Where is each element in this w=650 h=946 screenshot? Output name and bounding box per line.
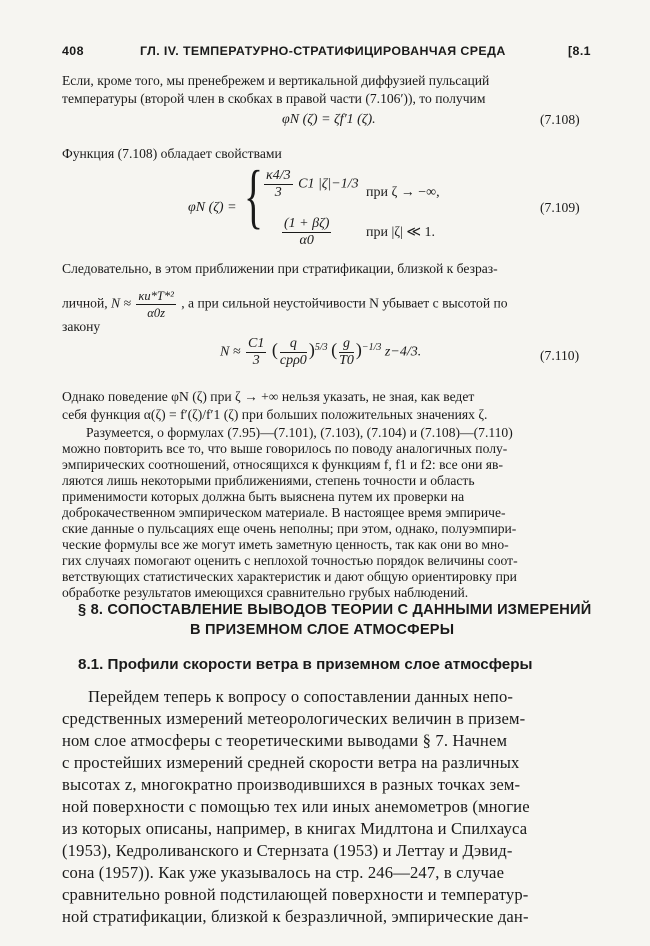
equation-7108: φN (ζ) = ζf′1 (ζ). — [282, 112, 376, 127]
para-main-line-10: сравнительно ровной подстилающей поверхности и температур- — [62, 885, 529, 904]
intro-line-1: Если, кроме того, мы пренебрежем и вертикальной диффузией пульсаций — [62, 73, 490, 88]
eq7110-g-numerator: g — [339, 336, 354, 353]
para-sled-line-2 — [62, 288, 598, 321]
para-main-line-7: из которых описаны, например, в книгах Мидлтона и Спилхауса — [62, 819, 528, 838]
para-razum-line-7: ские данные о пульсациях еще очень неполны; при этом, однако, полуэмпири- — [62, 521, 517, 536]
case1-fraction-numerator: κ4/3 — [266, 168, 291, 183]
eq7110-exponent-1: 5/3 — [314, 342, 328, 354]
para-main-line-8: (1953), Кедроливанского и Стернзата (1953) и Леттау и Дэвид- — [62, 841, 513, 860]
case2-fraction-denominator: α0 — [299, 233, 314, 248]
section-8-title-line-1: § 8. СОПОСТАВЛЕНИЕ ВЫВОДОВ ТЕОРИИ С ДАННЫМИ ИЗМЕРЕНИЙ — [78, 602, 592, 618]
case1-rest: C1 |ζ|−1/3 — [298, 176, 359, 192]
equation-7109-lhs: φN (ζ) = — [188, 200, 237, 215]
inline-fraction-denominator: α0z — [147, 306, 165, 320]
intro-line-2: температуры (второй член в скобках в правой части (7.106′)), то получим — [62, 91, 486, 106]
eq7110-c-denominator: 3 — [252, 353, 260, 368]
eq7110-q-numerator: q — [280, 336, 307, 353]
equation-number-7109: (7.109) — [540, 200, 580, 215]
para-sled-line-3: закону — [62, 319, 101, 334]
section-ref: [8.1 — [568, 44, 591, 58]
equation-7109-case2 — [280, 216, 333, 249]
function-properties-text: Функция (7.108) обладает свойствами — [62, 146, 282, 161]
para-razum-line-5: применимости которых должна быть выяснена путем их проверки на — [62, 489, 465, 504]
equation-number-7108: (7.108) — [540, 112, 580, 127]
para-razum-line-2: можно повторить все то, что выше говорилось по поводу аналогичных полу- — [62, 441, 508, 456]
eq7110-exponent-2: −1/3 — [361, 342, 382, 354]
para-main-line-1: Перейдем теперь к вопросу о сопоставлении данных непо- — [88, 687, 514, 706]
para-odnako-line-2: себя функция α(ζ) = f′(ζ)/f′1 (ζ) при больших положительных значениях ζ. — [62, 407, 488, 422]
case1-fraction-denominator: 3 — [274, 185, 282, 200]
chapter-title: ГЛ. IV. ТЕМПЕРАТУРНО-СТРАТИФИЦИРОВАНЧАЯ СРЕДА — [140, 44, 506, 58]
para-odnako-line-1: Однако поведение φN (ζ) при ζ → +∞ нельзя указать, не зная, как ведет — [62, 389, 475, 404]
para-sled-text-a: личной, — [62, 295, 108, 311]
para-sled-text-b: , а при сильной неустойчивости N убывает с высотой по — [181, 295, 508, 311]
para-main-line-6: ной поверхности с помощью тех или иных анемометров (многие — [62, 797, 530, 816]
eq7110-lhs: N ≈ — [220, 344, 241, 360]
subsection-8-1-title: 8.1. Профили скорости ветра в приземном слое атмосферы — [78, 656, 533, 673]
para-main-line-3: ном слое атмосферы с теоретическими выводами § 7. Начнем — [62, 731, 508, 750]
equation-7109-case2-condition: при |ζ| ≪ 1. — [366, 225, 436, 240]
para-main-line-11: ной стратификации, близкой к безразличной, эмпирические дан- — [62, 907, 529, 926]
eq7110-z-power: z−4/3. — [384, 344, 422, 360]
equation-7109-case1-condition: при ζ → −∞, — [366, 185, 440, 200]
eq7110-q-denominator: cpρ0 — [279, 353, 307, 368]
para-razum-line-11: обработке результатов имеющихся сравнительно грубых наблюдений. — [62, 585, 469, 600]
page-number: 408 — [62, 44, 84, 58]
para-razum-line-9: гих случаях помогают оценить с неплохой точностью порядок величины соот- — [62, 553, 518, 568]
equation-7109-case1 — [262, 168, 359, 201]
case2-fraction-numerator: (1 + βζ) — [284, 216, 330, 231]
eq7110-c-numerator: C1 — [248, 336, 265, 351]
section-8-title-line-2: В ПРИЗЕМНОМ СЛОЕ АТМОСФЕРЫ — [190, 622, 455, 638]
para-sled-line-1: Следовательно, в этом приближении при стратификации, близкой к безраз- — [62, 261, 498, 276]
para-razum-line-3: эмпирических соотношений, относящихся к функциям f, f1 и f2: все они яв- — [62, 457, 504, 472]
inline-formula-lhs: N ≈ — [111, 295, 131, 311]
para-razum-line-8: ческие формулы все же могут иметь заметную ценность, так как они во мно- — [62, 537, 509, 552]
para-main-line-4: с простейших измерений средней скорости ветра на различных — [62, 753, 520, 772]
para-razum-line-10: ветствующих статистических характеристик и дают общую ориентировку при — [62, 569, 517, 584]
equation-number-7110: (7.110) — [540, 348, 580, 363]
para-main-line-2: средственных измерений метеорологических величин в призем- — [62, 709, 526, 728]
para-razum-line-1: Разумеется, о формулах (7.95)—(7.101), (7.103), (7.104) и (7.108)—(7.110) — [86, 425, 513, 440]
left-brace-symbol: { — [244, 156, 264, 236]
para-main-line-5: высотах z, многократно производившихся в разных точках зем- — [62, 775, 521, 794]
equation-7110: N ≈ $\frac{C1}{3}$ ( $\frac{q}{\text{cpρ0}}$ )$^{5/3}$ ( $\frac{g}{T0}$ )$^{-1/3}$ z−4/3. — [220, 336, 422, 368]
para-main-line-9: сона (1957)). Как уже указывалось на стр. 246—247, в случае — [62, 863, 505, 882]
eq7110-g-denominator: T0 — [339, 353, 354, 368]
para-razum-line-6: доброкачественном эмпирическом материале. В настоящее время эмпириче- — [62, 505, 506, 520]
para-razum-line-4: ляются лишь некоторыми приближениями, степень точности и область — [62, 473, 475, 488]
inline-fraction-numerator: κu*T*² — [138, 289, 174, 303]
